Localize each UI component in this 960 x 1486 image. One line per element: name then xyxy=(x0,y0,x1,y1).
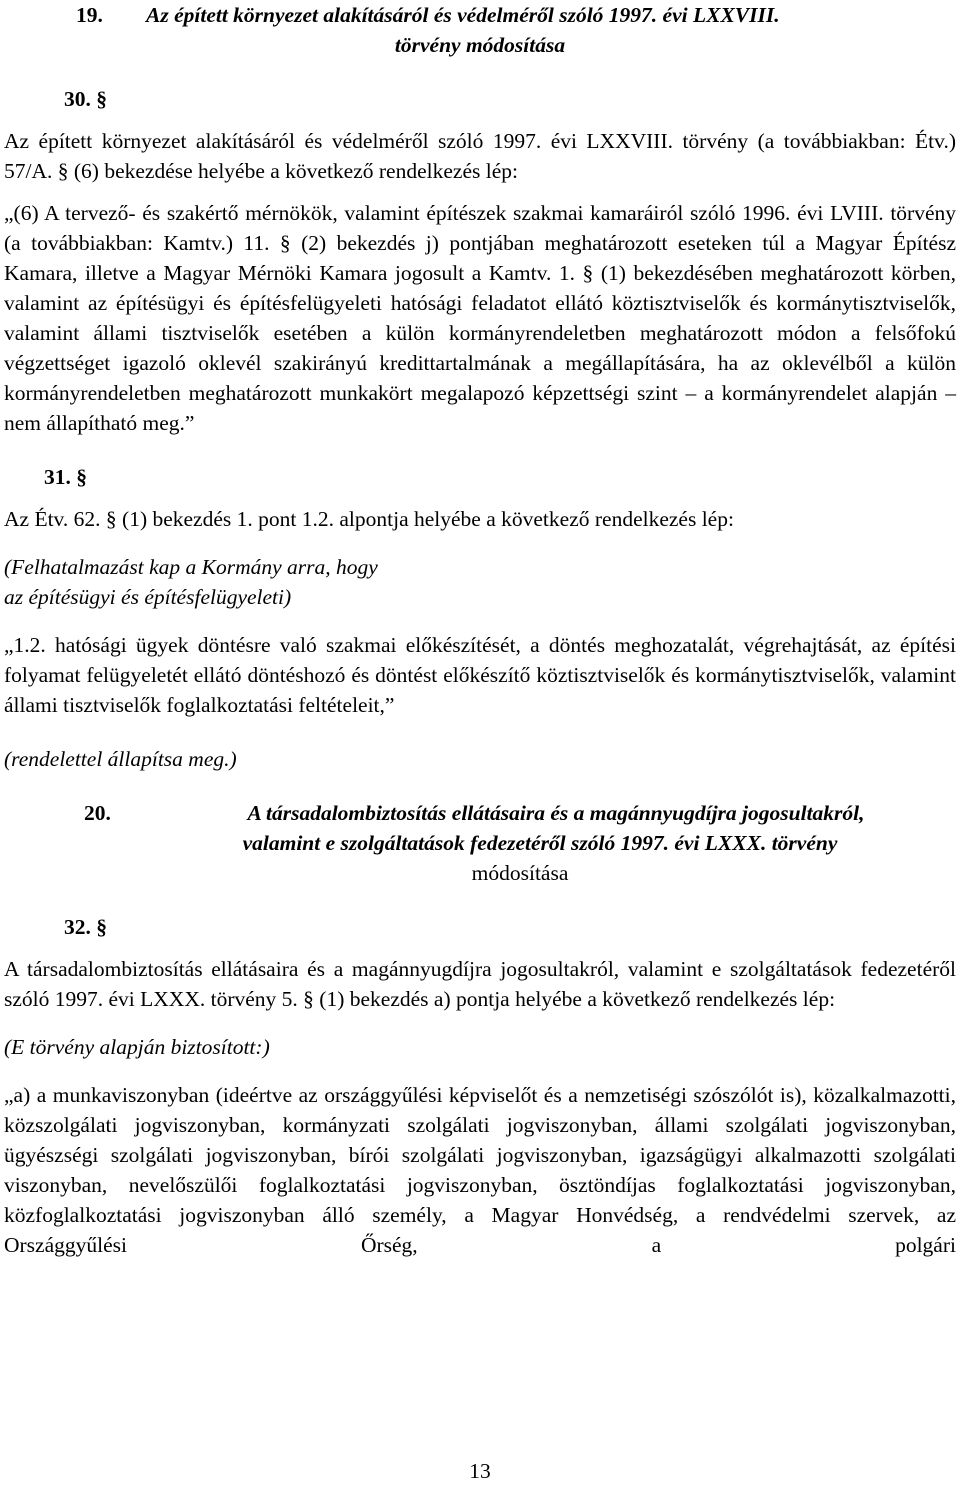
section-20-number: 20. xyxy=(84,801,111,825)
paragraph-31-closing: (rendelettel állapítsa meg.) xyxy=(4,747,237,771)
section-19-heading xyxy=(4,0,956,30)
paragraph-31-context-line-2: az építésügyi és építésfelügyeleti) xyxy=(4,585,292,609)
paragraph-30-number: 30. § xyxy=(64,87,107,111)
section-20-heading-line-3 xyxy=(4,858,956,888)
page-number: 13 xyxy=(469,1459,491,1483)
paragraph-31-text: „1.2. hatósági ügyek döntésre való szakmai előkészítését, a döntés meghozatalát, végrehajtását, az építési folyamat felügyeletét ellátó döntéshozó és döntést előkészítő köztisztviselők és kormánytisztviselők, valamint állami tisztviselők foglalkoztatási feltételeit,” xyxy=(4,633,956,717)
section-20-title-line-3: módosítása xyxy=(471,861,569,885)
section-19-title-line-1: Az épített környezet alakításáról és védelméről szóló 1997. évi LXXVIII. xyxy=(146,3,780,27)
section-19-number: 19. xyxy=(76,3,103,27)
section-19-title-line-2: törvény módosítása xyxy=(394,33,566,57)
paragraph-32-number: 32. § xyxy=(64,915,107,939)
paragraph-31-intro: Az Étv. 62. § (1) bekezdés 1. pont 1.2. alpontja helyébe a következő rendelkezés lép: xyxy=(4,507,734,531)
section-20-title-line-1: A társadalombiztosítás ellátásaira és a magánnyugdíjra jogosultakról, xyxy=(247,801,865,825)
paragraph-31-context-line-1: (Felhatalmazást kap a Kormány arra, hogy xyxy=(4,555,378,579)
section-20-heading-line-2 xyxy=(4,828,956,858)
document-page xyxy=(4,0,956,1260)
section-19-heading-line-2 xyxy=(4,30,956,60)
paragraph-32-context: (E törvény alapján biztosított:) xyxy=(4,1035,270,1059)
section-20-heading xyxy=(4,798,956,828)
section-20-title-line-2: valamint e szolgáltatások fedezetéről szóló 1997. évi LXXX. törvény xyxy=(242,831,838,855)
paragraph-31-number: 31. § xyxy=(44,465,87,489)
paragraph-32-text: „a) a munkaviszonyban (ideértve az országgyűlési képviselőt és a nemzetiségi szószólót is), közalkalmazotti, közszolgálati jogviszonyban, kormányzati szolgálati jogviszonyban, állami szolgálati jogviszonyban, ügyészségi szolgálati jogviszonyban, bírói szolgálati jogviszonyban, igazságügyi alkalmazotti szolgálati viszonyban, nevelőszülői foglalkoztatási jogviszonyban, ösztöndíjas foglalkoztatási jogviszonyban, közfoglalkoztatási jogviszonyban álló személy, a Magyar Honvédség, a rendvédelmi szervek, az Országgyűlési Őrség, a polgári xyxy=(4,1083,956,1257)
paragraph-32-intro: A társadalombiztosítás ellátásaira és a magánnyugdíjra jogosultakról, valamint e szolgáltatások fedezetéről szóló 1997. évi LXXX. törvény 5. § (1) bekezdés a) pontja helyébe a következő rendelkezés lép: xyxy=(4,957,956,1011)
paragraph-30-intro: Az épített környezet alakításáról és védelméről szóló 1997. évi LXXVIII. törvény (a továbbiakban: Étv.) 57/A. § (6) bekezdése helyébe a következő rendelkezés lép: xyxy=(4,129,956,183)
paragraph-30-text: „(6) A tervező- és szakértő mérnökök, valamint építészek szakmai kamaráiról szóló 1996. évi LVIII. törvény (a továbbiakban: Kamtv.) 11. § (2) bekezdés j) pontjában meghatározott eseteken túl a Magyar Építész Kamara, illetve a Magyar Mérnöki Kamara jogosult a Kamtv. 1. § (1) bekezdésében meghatározott körben, valamint az építésügyi és építésfelügyeleti hatósági feladatot ellátó köztisztviselők és kormánytisztviselők, valamint állami tisztviselők esetében a külön kormányrendeletben meghatározott módon a felsőfokú végzettséget igazoló oklevél szakirányú kredittartalmának a megállapítására, ha az oklevélből a külön kormányrendeletben meghatározott munkakört megalapozó képzettségi szint – a kormányrendelet alapján – nem állapítható meg.” xyxy=(4,201,956,435)
